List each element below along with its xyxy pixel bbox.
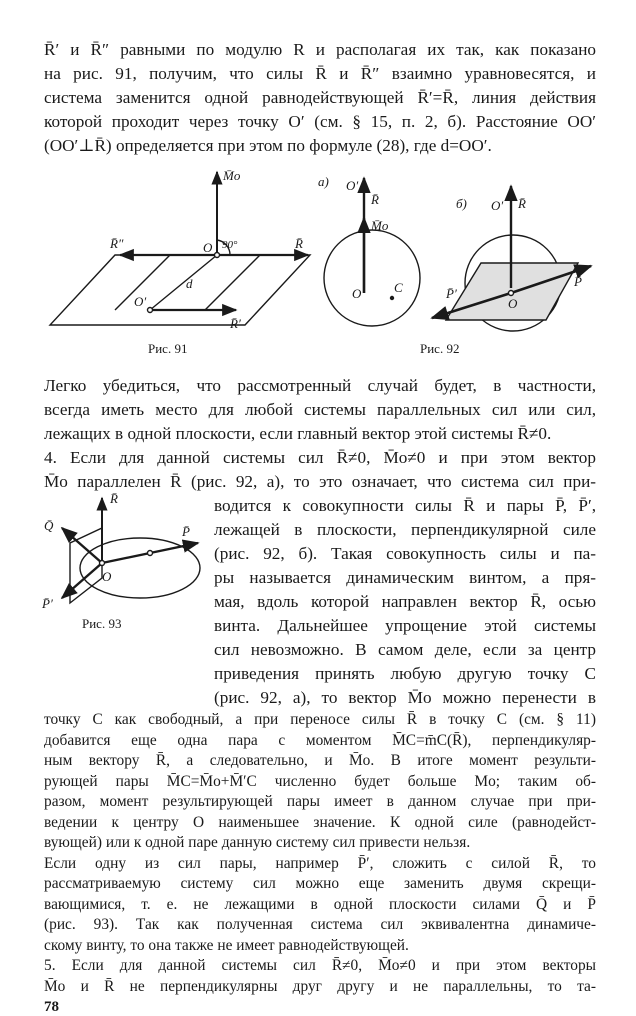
text-line: на рис. 91, получим, что силы R̄ и R̄″ взаимно уравновесятся, и — [44, 64, 596, 83]
text-line: система заменится одной равнодействующей R̄′=R̄, линия действия — [44, 88, 596, 107]
text-line: ры называется динамическим винтом, а пря- — [214, 568, 596, 587]
label-m0: M̄o — [223, 168, 241, 183]
text-line: Если одну из сил пары, например P̄′, сложить с силой R̄, то — [44, 854, 596, 872]
text-line: ным вектору R̄, а следовательно, и M̄o. В итоге момент результи- — [44, 752, 596, 769]
text-line: рассматриваемую систему сил можно еще заменить двумя скрещи- — [44, 875, 596, 892]
label-r: R̄ — [110, 491, 118, 506]
text-line: M̄o и R̄ не перпендикулярны друг другу и не параллельны, то та- — [44, 977, 596, 995]
text-line: 4. Если для данной системы сил R̄≠0, M̄o≠0 и при этом вектор — [44, 448, 596, 467]
label-p-prime-b: P̄′ — [446, 286, 457, 301]
figure-91-caption: Рис. 91 — [148, 341, 188, 356]
label-m0-a: M̄o — [371, 218, 389, 233]
label-o-prime: O′ — [134, 294, 147, 309]
point-c-a — [391, 297, 394, 300]
text-line: водится к совокупности силы R̄ и пары P̄, P̄′, — [214, 496, 596, 515]
figure-91 — [40, 160, 330, 335]
text-line: M̄o параллелен R̄ (рис. 92, а), то это означает, что система сил при- — [44, 472, 596, 491]
text-line: (рис. 92, а), то вектор M̄o можно перенести в — [214, 688, 596, 707]
label-r-double-prime: R̄″ — [110, 236, 124, 251]
label-p: P̄ — [182, 524, 190, 539]
segment-oo-prime — [150, 255, 217, 310]
label-o: O — [102, 569, 112, 584]
plane-parallelogram — [50, 255, 310, 325]
point-o — [100, 561, 105, 566]
text-line: вающимися, т. е. не лежащими в одной плоскости силами Q̄ и P̄ — [44, 895, 596, 913]
label-r-prime: R̄′ — [230, 316, 241, 331]
label-a: а) — [318, 174, 329, 189]
text-line: (рис. 92, б). Такая совокупность силы и па- — [214, 544, 596, 563]
disc-a — [324, 230, 420, 326]
point-on-p — [148, 551, 153, 556]
label-o-b: O — [508, 296, 518, 311]
page-number: 78 — [44, 999, 59, 1015]
label-p-b: P̄ — [574, 274, 582, 289]
figure-93 — [40, 488, 208, 613]
point-o-b — [509, 291, 514, 296]
text-line: Легко убедиться, что рассмотренный случай будет, в частности, — [44, 376, 596, 395]
text-line: добавится еще одна пара с моментом M̄C=m̄C(R̄), перпендикуляр- — [44, 731, 596, 749]
text-line: разом, момент результирующей пары имеет в данном случае при при- — [44, 793, 596, 810]
label-r-b: R̄ — [518, 196, 526, 211]
text-line: лежащих в одной плоскости, если главный вектор этой системы R̄≠0. — [44, 424, 552, 443]
point-o — [215, 253, 220, 258]
text-line: (OO′⊥R̄) определяется при этом по формуле (28), где d=OO′. — [44, 136, 492, 155]
text-line: рующей пары M̄C=M̄o+M̄′C численно будет больше Mo; таким об- — [44, 772, 596, 790]
force-q — [62, 528, 102, 563]
point-o-prime — [148, 308, 153, 313]
label-r: R̄ — [295, 236, 303, 251]
label-angle: 90° — [222, 239, 238, 251]
text-line: 5. Если для данной системы сил R̄≠0, M̄o≠0 и при этом векторы — [44, 957, 596, 974]
text-line: лежащей в плоскости, перпендикулярной силе — [214, 520, 596, 539]
figure-93-caption: Рис. 93 — [82, 616, 122, 631]
figure-92 — [316, 168, 598, 340]
text-line: винта. Дальнейшее упрощение этой системы — [214, 616, 596, 635]
label-d: d — [186, 276, 193, 291]
label-q: Q̄ — [44, 518, 54, 533]
text-line: R̄′ и R̄″ равными по модулю R и располагая их так, как показано — [44, 40, 596, 59]
text-line: сил невозможно. В самом деле, если за центр — [214, 640, 596, 659]
text-line: ведении к центру O наименьшее значение. К одной силе (равнодейст- — [44, 813, 596, 831]
text-line: точку C как свободный, а при переносе силы R̄ в точку C (см. § 11) — [44, 711, 596, 728]
text-line: (рис. 93). Так как полученная система сил эквивалентна динамиче- — [44, 916, 596, 933]
label-o-prime-b: O′ — [491, 198, 504, 213]
label-o-a: O — [352, 286, 362, 301]
label-b: б) — [456, 196, 467, 211]
text-line: всегда иметь место для любой системы параллельных сил или сил, — [44, 400, 596, 419]
text-line: приведения принять любую другую точку C — [214, 664, 596, 683]
text-line: скому винту, то она также не имеет равнодействующей. — [44, 936, 409, 954]
text-line: вующей) или к одной паре данную систему сил привести нельзя. — [44, 834, 471, 851]
label-c-a: C — [394, 280, 403, 295]
text-line: мая, вдоль которой направлен вектор R̄, осью — [214, 592, 596, 611]
label-r-a: R̄ — [371, 192, 379, 207]
hatch-line — [205, 255, 260, 310]
text-line: которой проходит через точку O′ (см. § 15, п. 2, б). Расстояние OO′ — [44, 112, 596, 131]
figure-92-caption: Рис. 92 — [420, 341, 460, 356]
label-o: O — [203, 240, 213, 255]
label-p-prime: P̄′ — [42, 596, 53, 611]
label-o-prime-a: O′ — [346, 178, 359, 193]
